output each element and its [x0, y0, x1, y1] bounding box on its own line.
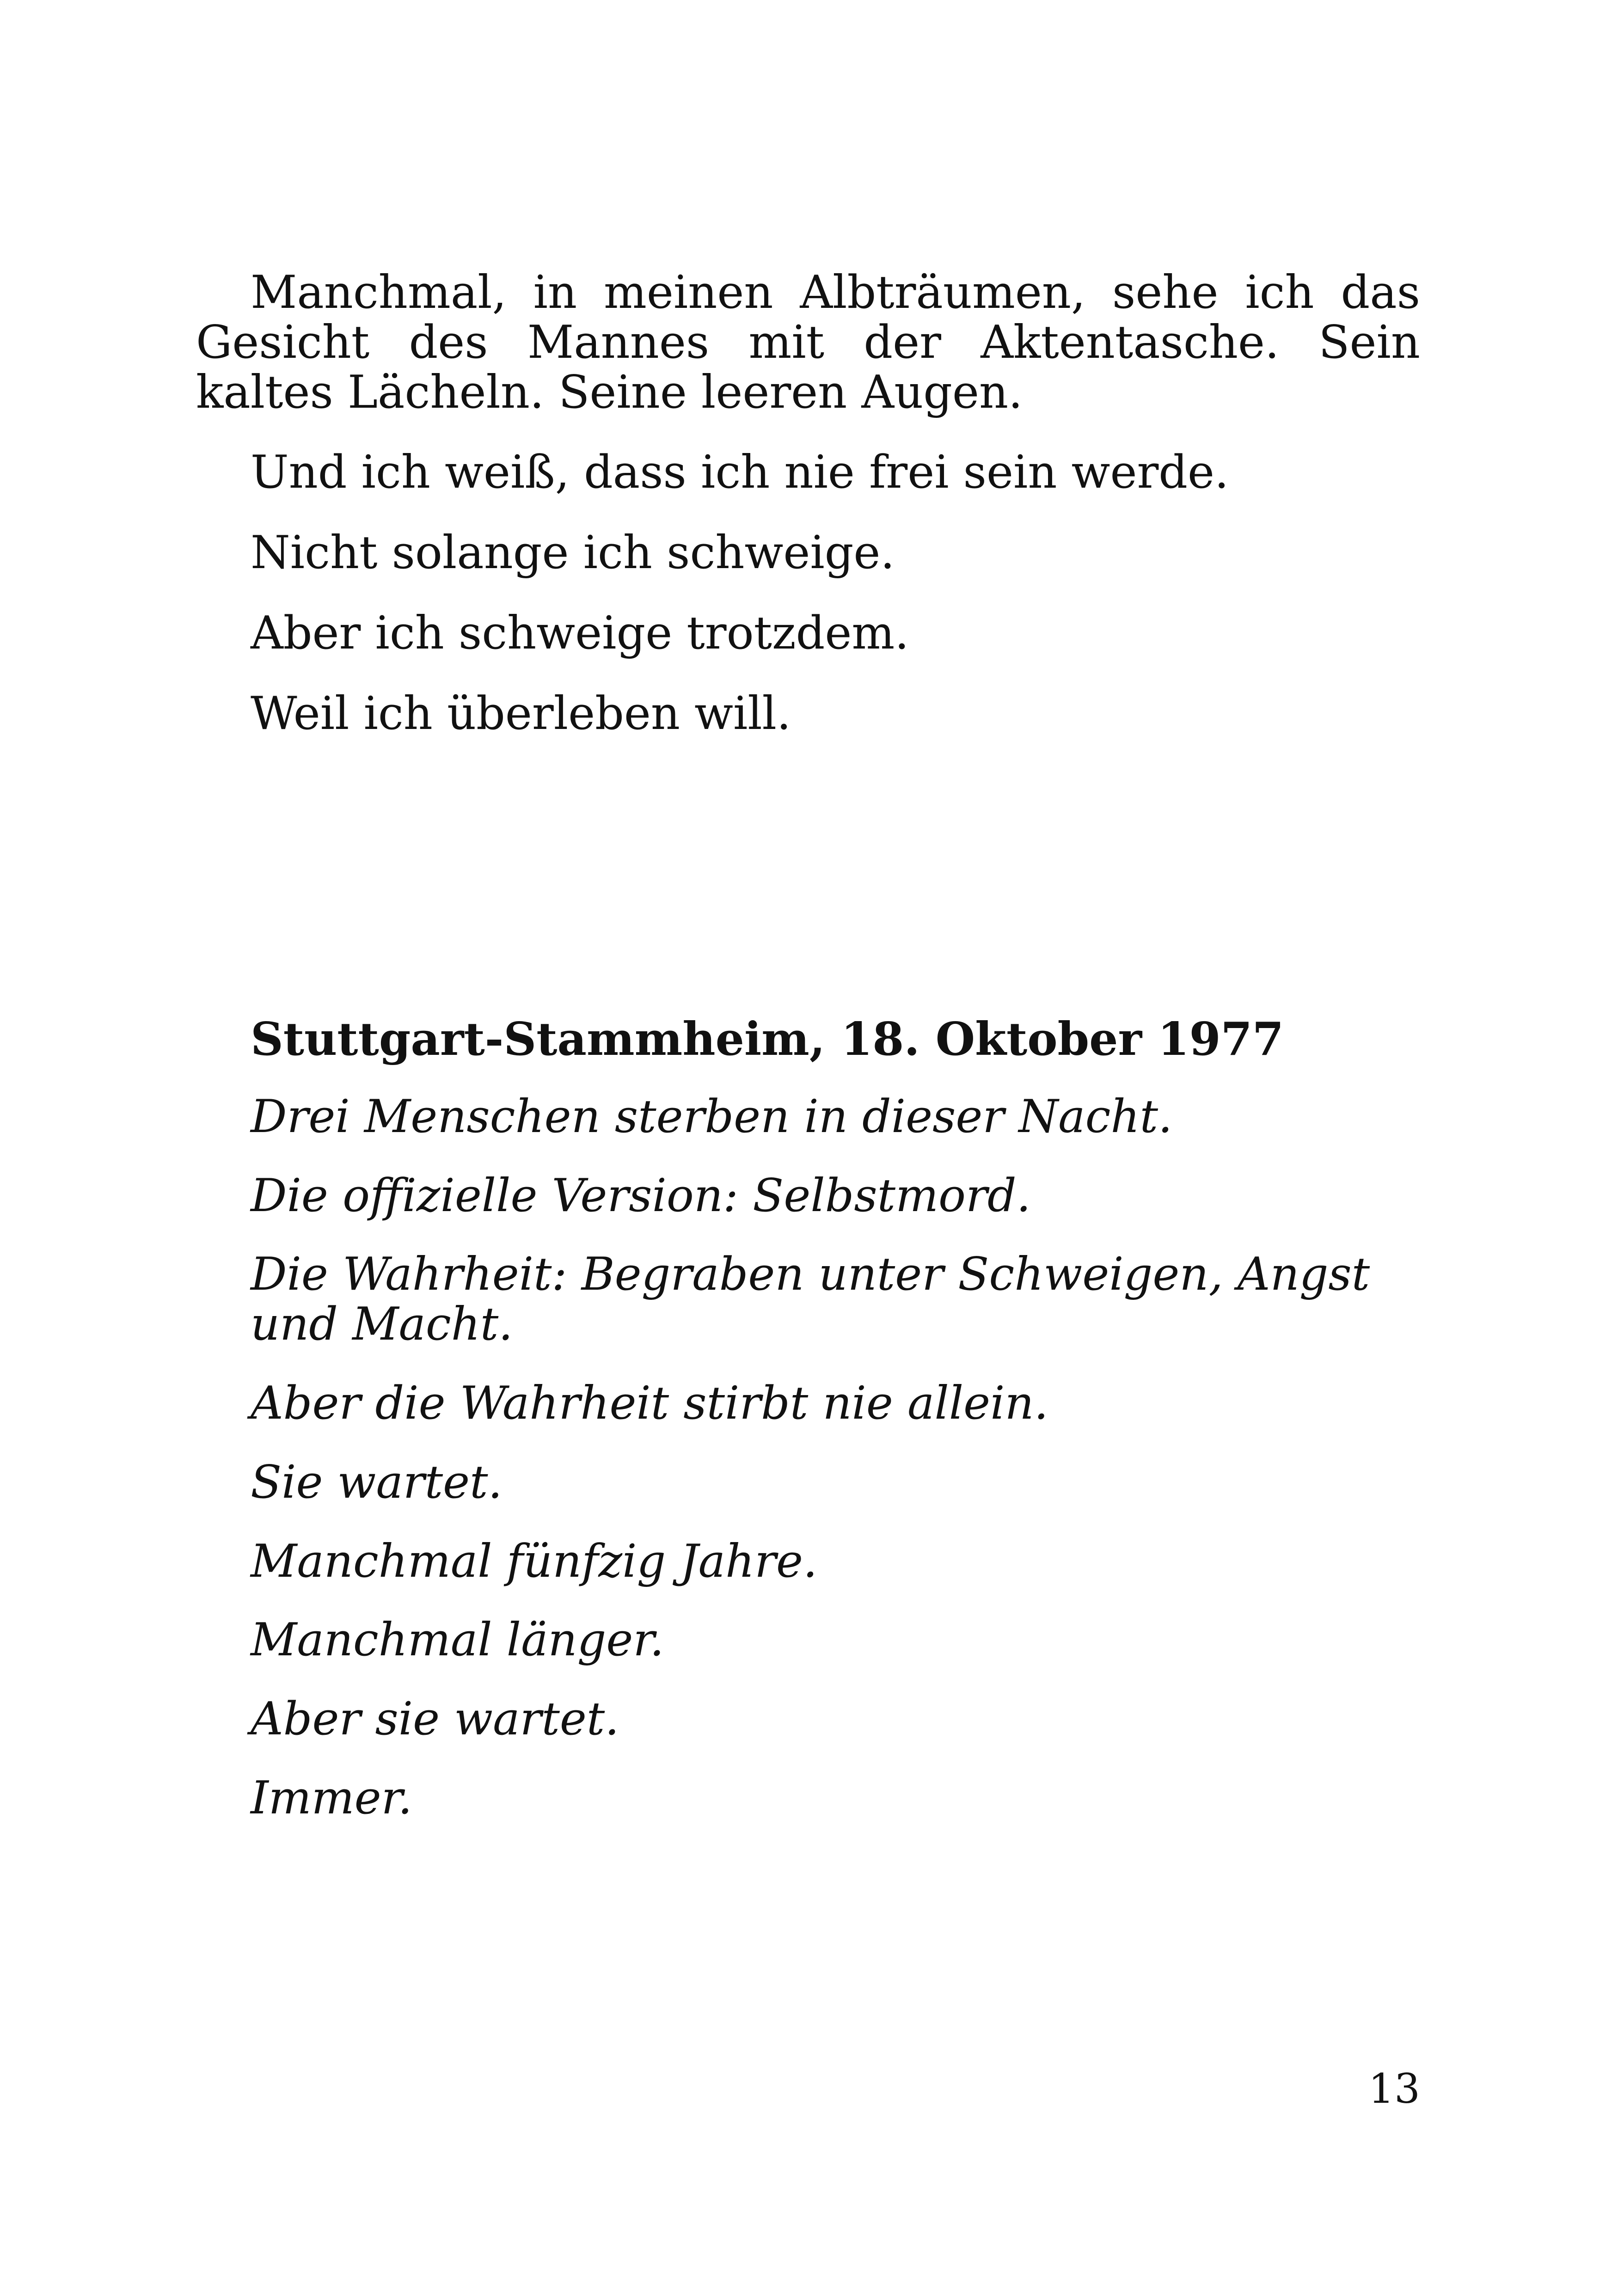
- scene-line: Aber sie wartet.: [251, 1693, 619, 1746]
- body-text: [196, 268, 1420, 739]
- paragraph: Manchmal, in meinen Albträumen, sehe ich das Gesicht des Mannes mit der Aktentasche. Sein kaltes Lächeln. Seine leeren Augen.: [196, 266, 1420, 419]
- scene-line: Aber die Wahrheit stirbt nie allein.: [251, 1377, 1048, 1430]
- paragraph: Nicht solange ich schweige.: [251, 527, 895, 580]
- page-number: 13: [1368, 2065, 1420, 2112]
- scene-line: Die Wahrheit: Begraben unter Schweigen, Angst und Macht.: [251, 1248, 1370, 1351]
- scene-line: Die offizielle Version: Selbstmord.: [251, 1169, 1031, 1222]
- scene-line: Manchmal fünfzig Jahre.: [251, 1535, 818, 1588]
- scene-line: Manchmal länger.: [251, 1614, 664, 1667]
- paragraph: Weil ich überleben will.: [251, 687, 791, 740]
- scene-line: Sie wartet.: [251, 1456, 503, 1509]
- paragraph: Aber ich schweige trotzdem.: [251, 606, 909, 660]
- scene-line: Drei Menschen sterben in dieser Nacht.: [251, 1090, 1173, 1143]
- scene-section: [196, 1015, 1420, 1824]
- paragraph: Und ich weiß, dass ich nie frei sein werde.: [251, 446, 1229, 499]
- scene-line: Immer.: [251, 1771, 412, 1825]
- scene-heading: Stuttgart-Stammheim, 18. Oktober 1977: [251, 1013, 1284, 1066]
